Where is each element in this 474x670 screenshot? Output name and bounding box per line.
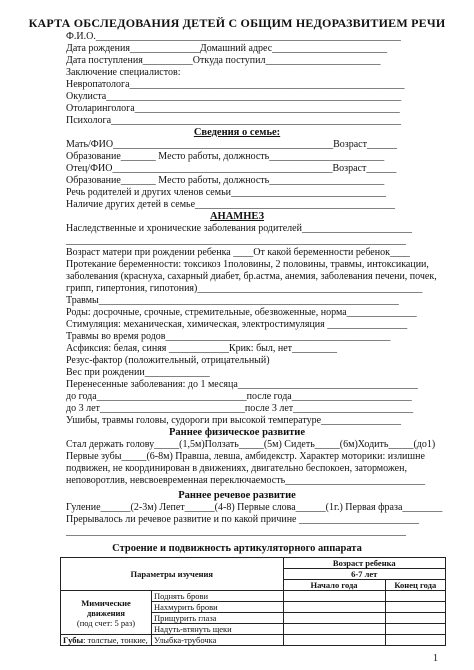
anamnesis-line-16: до 3 лет_____________________________после 3 лет________________________ <box>66 403 414 414</box>
physical-line-2: Первые зубы_____(6-8м) Правша, левша, амбидекстр. Характер моторики: излишне <box>66 451 425 462</box>
field-admission-date: Дата поступления__________Откуда поступил_______________________ <box>66 55 381 66</box>
anamnesis-line-17: Ушибы, травмы головы, судороги при высокой температуре________________ <box>66 415 402 426</box>
end-of-year-header: Конец года <box>385 580 445 591</box>
page-title: КАРТА ОБСЛЕДОВАНИЯ ДЕТЕЙ С ОБЩИМ НЕДОРАЗВИТИЕМ РЕЧИ <box>28 16 446 30</box>
field-neurologist: Невропатолога_______________________________________________________ <box>66 79 405 90</box>
lips-label-cell <box>61 635 152 646</box>
anamnesis-line-4: Протекание беременности: токсикоз 1половины, 2 половины, травмы, интоксикации, <box>66 259 429 270</box>
anamnesis-line-12: Резус-фактор (положительный, отрицательный) <box>66 355 270 366</box>
table-cell <box>283 624 385 635</box>
field-mother-education: Образование_______ Место работы, должность_______________________ <box>66 151 385 162</box>
table-cell <box>283 591 385 602</box>
table-cell <box>283 613 385 624</box>
table-cell <box>283 635 385 646</box>
table-cell <box>385 591 445 602</box>
anamnesis-line-10: Травмы во время родов_____________________________________________ <box>66 331 391 342</box>
table-cell <box>385 624 445 635</box>
anamnesis-line-14: Перенесенные заболевания: до 1 месяца____________________________________ <box>66 379 418 390</box>
page-number: 1 <box>433 653 438 664</box>
table-cell <box>385 635 445 646</box>
anamnesis-line-3: Возраст матери при рождении ребенка ____От какой беременности ребенок____ <box>66 247 410 258</box>
anamnesis-line-7: Травмы____________________________________________________________ <box>66 295 399 306</box>
field-family-speech: Речь родителей и других членов семьи_______________________________ <box>66 187 386 198</box>
speech-line-1: Гуление______(2-3м) Лепет______(4-8) Первые слова______(1г.) Первая фраза________ <box>66 502 443 513</box>
specialists-label: Заключение специалистов: <box>66 67 181 78</box>
param-header: Параметры изучения <box>61 558 284 591</box>
mimic-label: Мимические движения <box>81 597 131 618</box>
anamnesis-line-9: Стимуляция: механическая, химическая, электростимуляция ________________ <box>66 319 408 330</box>
mimic-label-cell <box>61 591 152 635</box>
table-cell <box>283 602 385 613</box>
table-cell <box>385 613 445 624</box>
physical-line-4: неповоротлив, невсвоевременная переключаемость____________________________ <box>66 475 426 486</box>
lips-label: Губы <box>63 635 84 645</box>
age-header: Возраст ребенка <box>283 558 445 569</box>
start-of-year-header: Начало года <box>283 580 385 591</box>
field-father: Отец/ФИО____________________________________________Возраст______ <box>66 163 397 174</box>
anamnesis-line-2: ____________________________________________________________________ <box>66 235 406 246</box>
table-title: Строение и подвижность артикуляторного аппарата <box>112 543 362 554</box>
field-other-children: Наличие других детей в семье________________________________________ <box>66 199 396 210</box>
mimic-item: Нахмурить брови <box>152 602 284 613</box>
lips-note: : толстые, тонкие, <box>83 635 148 645</box>
age-range: 6-7 лет <box>283 569 445 580</box>
field-otolaryngologist: Отоларинголога_____________________________________________________ <box>66 103 400 114</box>
field-mother: Мать/ФИО____________________________________________Возраст______ <box>66 139 397 150</box>
field-psychologist: Психолога__________________________________________________________ <box>66 115 402 126</box>
anamnesis-line-11: Асфиксия: белая, синяя ____________Крик: был, нет_________ <box>66 343 338 354</box>
mimic-item: Поднять брови <box>152 591 284 602</box>
anamnesis-line-6: грипп, гипертония, гипотония)_____________________________________________ <box>66 283 423 294</box>
mimic-item: Прищурить глаза <box>152 613 284 624</box>
anamnesis-line-1: Наследственные и хронические заболевания родителей______________________ <box>66 223 412 234</box>
mimic-item: Надуть-втянуть щеки <box>152 624 284 635</box>
field-birth-date: Дата рождения______________Домашний адрес_______________________ <box>66 43 388 54</box>
field-oculist: Окулиста___________________________________________________________ <box>66 91 402 102</box>
mimic-note: (под счет: 5 раз) <box>76 617 136 628</box>
physical-heading: Раннее физическое развитие <box>168 427 305 438</box>
anamnesis-line-15: до года______________________________после года________________________ <box>66 391 412 402</box>
articulation-table <box>60 557 446 646</box>
physical-line-1: Стал держать голову_____(1,5м)Ползать_____(5м) Сидеть_____(6м)Ходить_____(до1) <box>66 439 436 450</box>
anamnesis-line-13: Вес при рождении_____________ <box>66 367 210 378</box>
speech-heading: Раннее речевое развитие <box>178 490 296 501</box>
lips-item: Улыбка-трубочка <box>152 635 284 646</box>
anamnesis-line-5: заболевания (краснуха, сахарный диабет, бр.астма, анемия, заболевания печени, почек, <box>66 271 437 282</box>
table-cell <box>385 602 445 613</box>
family-heading: Сведения о семье: <box>193 127 281 138</box>
speech-line-3: ____________________________________________________________________ <box>66 526 406 537</box>
anamnesis-heading: АНАМНЕЗ <box>209 211 265 222</box>
field-fio: Ф.И.О._____________________________________________________________ <box>66 31 401 42</box>
anamnesis-line-8: Роды: досрочные, срочные, стремительные, обезвоженные, норма______________ <box>66 307 417 318</box>
physical-line-3: подвижен, не координирован в движениях, двигательно беспокоен, заторможен, <box>66 463 407 474</box>
field-father-education: Образование_______ Место работы, должность_______________________ <box>66 175 385 186</box>
speech-line-2: Прерывалось ли речевое развитие и по какой причине ________________________ <box>66 514 419 525</box>
